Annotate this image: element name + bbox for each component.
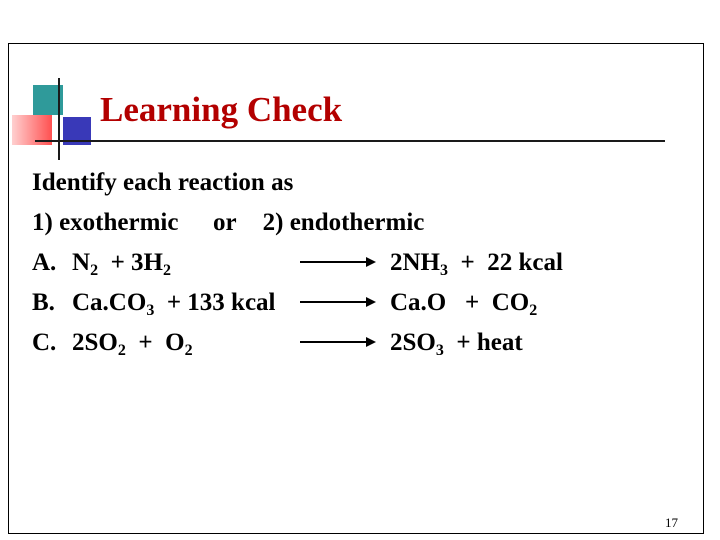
reaction-b-letter: B. bbox=[32, 289, 55, 316]
formula-subscript: 3 bbox=[440, 262, 448, 279]
reaction-c-reactants bbox=[72, 330, 193, 359]
formula-text: N bbox=[72, 249, 91, 276]
reaction-a-reactants bbox=[72, 250, 171, 279]
formula-subscript: 3 bbox=[146, 302, 155, 319]
formula-text: + heat bbox=[443, 329, 523, 356]
formula-text: + 3H bbox=[98, 249, 164, 276]
decorative-vertical-line bbox=[58, 78, 60, 160]
formula-text: + 133 kcal bbox=[154, 289, 276, 316]
reaction-a-arrow-icon bbox=[300, 255, 376, 269]
formula-subscript: 2 bbox=[184, 342, 193, 359]
reaction-a-products bbox=[390, 250, 563, 279]
reaction-b-arrow-icon bbox=[300, 295, 376, 309]
formula-text: Ca.O + CO bbox=[390, 289, 530, 316]
formula-subscript: 2 bbox=[90, 262, 99, 279]
formula-text: 2NH bbox=[390, 249, 440, 276]
options-line bbox=[32, 210, 424, 235]
page-number: 17 bbox=[665, 515, 678, 530]
formula-subscript: 2 bbox=[529, 302, 538, 319]
option-endothermic: 2) endothermic bbox=[262, 209, 425, 236]
reaction-a-letter: A. bbox=[32, 249, 57, 276]
formula-subscript: 2 bbox=[163, 262, 172, 279]
formula-text: 2SO bbox=[390, 329, 436, 356]
formula-text: 2SO bbox=[72, 329, 118, 356]
reaction-b-reactants bbox=[72, 290, 276, 319]
reaction-c-letter: C. bbox=[32, 329, 57, 356]
formula-text: + 22 kcal bbox=[448, 249, 563, 276]
formula-subscript: 2 bbox=[117, 342, 126, 359]
reaction-b-products bbox=[390, 290, 537, 319]
formula-text: + O bbox=[125, 329, 185, 356]
option-exothermic: 1) exothermic bbox=[32, 209, 179, 236]
reaction-c-arrow-icon bbox=[300, 335, 376, 349]
slide-title: Learning Check bbox=[100, 90, 343, 129]
title-underline bbox=[35, 140, 665, 142]
reaction-c-products bbox=[390, 330, 523, 359]
formula-subscript: 3 bbox=[435, 342, 444, 359]
formula-text: Ca.CO bbox=[72, 289, 147, 316]
option-or: or bbox=[212, 209, 237, 236]
intro-text: Identify each reaction as bbox=[32, 169, 294, 196]
